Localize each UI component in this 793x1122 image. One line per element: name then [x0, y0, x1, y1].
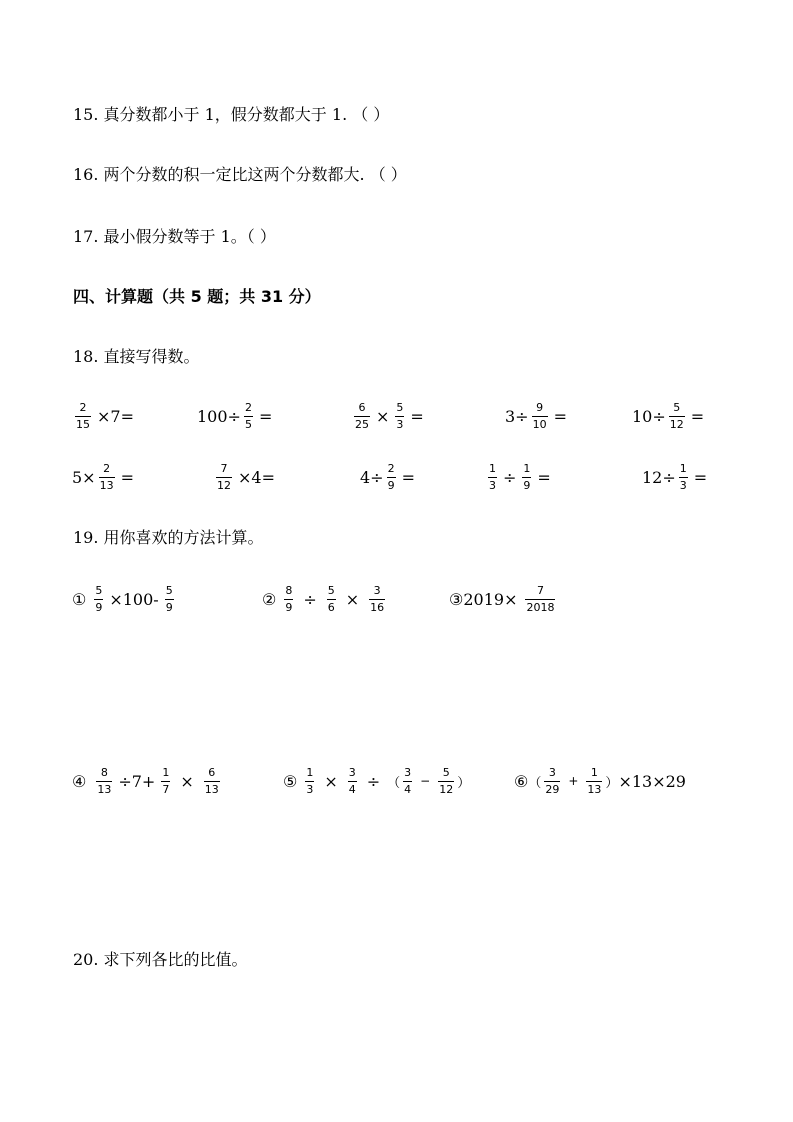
- fraction: $\frac{7}{2018}$: [526, 583, 555, 614]
- fraction: $\frac{1}{9}$: [523, 461, 531, 492]
- fraction: $\frac{1}{3}$: [306, 765, 314, 796]
- circled-number: ⑥: [514, 771, 529, 791]
- right-paren: ）: [605, 775, 619, 791]
- expr-text: ×100-: [109, 589, 159, 609]
- fraction: $\frac{2}{9}$: [387, 461, 395, 492]
- expr-text: ×4=: [238, 467, 275, 487]
- expr-text: −: [420, 774, 431, 788]
- q19-item-1: [72, 579, 177, 619]
- q18-item-a4: [505, 396, 570, 436]
- fraction: $\frac{5}{3}$: [396, 400, 404, 431]
- expr-text: 3÷: [505, 406, 529, 426]
- q18-item-a3: [351, 396, 427, 436]
- fraction: $\frac{2}{13}$: [99, 461, 114, 492]
- fraction: $\frac{5}{6}$: [327, 583, 335, 614]
- fraction: $\frac{6}{13}$: [204, 765, 219, 796]
- fraction: $\frac{5}{12}$: [439, 765, 454, 796]
- expr-text: 2019×: [463, 589, 518, 609]
- fraction: $\frac{8}{13}$: [97, 765, 112, 796]
- expr-text: ×: [324, 771, 338, 791]
- expr-text: ×: [376, 406, 390, 426]
- expr-text: 100÷: [197, 406, 241, 426]
- expr-text: 5×: [72, 467, 96, 487]
- expr-text: =: [553, 406, 567, 426]
- fraction: $\frac{1}{13}$: [587, 765, 602, 796]
- expr-text: ÷: [303, 589, 317, 609]
- q18-item-b2: [213, 457, 278, 497]
- expr-text: =: [537, 467, 551, 487]
- fraction: $\frac{2}{15}$: [76, 400, 90, 431]
- q18-item-a1: [72, 396, 137, 436]
- expr-text: =: [410, 406, 424, 426]
- right-paren: ）: [457, 775, 471, 791]
- expr-text: =: [693, 467, 708, 487]
- fraction: $\frac{8}{9}$: [285, 583, 293, 614]
- expr-text: ×13×29: [618, 771, 686, 791]
- fraction: $\frac{2}{5}$: [244, 400, 252, 431]
- fraction: $\frac{1}{3}$: [679, 461, 687, 492]
- expr-text: ÷7+: [118, 771, 156, 791]
- expr-text: 10÷: [632, 406, 666, 426]
- left-paren: （: [528, 775, 542, 791]
- fraction: $\frac{3}{29}$: [545, 765, 560, 796]
- left-paren: （: [387, 775, 401, 791]
- expr-text: ÷: [366, 771, 381, 791]
- question-16: 16. 两个分数的积一定比这两个分数都大. （ ）: [73, 165, 407, 184]
- q19-item-2: [262, 579, 388, 619]
- question-18: 18. 直接写得数。: [73, 347, 200, 366]
- question-20: 20. 求下列各比的比值。: [73, 950, 248, 969]
- fraction: $\frac{3}{16}$: [370, 583, 385, 614]
- q19-item-3: [449, 579, 558, 619]
- q18-item-b5: [642, 457, 710, 497]
- fraction: $\frac{3}{4}$: [404, 765, 412, 796]
- q18-item-a5: [632, 396, 707, 436]
- fraction: $\frac{6}{25}$: [355, 400, 369, 431]
- fraction: $\frac{1}{3}$: [489, 461, 496, 492]
- q19-item-4: [72, 761, 223, 801]
- q18-item-b4: [485, 457, 554, 497]
- circled-number: ③: [449, 589, 464, 609]
- fraction: $\frac{5}{9}$: [95, 583, 103, 614]
- expr-text: ×: [345, 589, 360, 609]
- q18-item-a2: [197, 396, 275, 436]
- circled-number: ②: [262, 589, 277, 609]
- q18-item-b3: [360, 457, 418, 497]
- expr-text: 12÷: [642, 467, 676, 487]
- question-17: 17. 最小假分数等于 1。（ ）: [73, 227, 276, 246]
- expr-text: 4÷: [360, 467, 384, 487]
- section-4-heading: 四、计算题（共 5 题；共 31 分）: [73, 287, 321, 306]
- fraction: $\frac{5}{12}$: [669, 400, 684, 431]
- expr-text: ×: [180, 771, 194, 791]
- fraction: $\frac{3}{4}$: [348, 765, 356, 796]
- circled-number: ①: [72, 589, 87, 609]
- circled-number: ④: [72, 771, 87, 791]
- question-19: 19. 用你喜欢的方法计算。: [73, 528, 264, 547]
- fraction: $\frac{5}{9}$: [165, 583, 173, 614]
- expr-text: ÷: [503, 467, 517, 487]
- q19-item-6: [514, 761, 686, 801]
- fraction: $\frac{1}{7}$: [162, 765, 170, 796]
- fraction: $\frac{9}{10}$: [532, 400, 547, 431]
- expr-text: =: [690, 406, 705, 426]
- q19-item-5: [283, 761, 470, 801]
- expr-text: ×7=: [97, 406, 134, 426]
- expr-text: =: [401, 467, 415, 487]
- q18-item-b1: [72, 457, 137, 497]
- fraction: $\frac{7}{12}$: [217, 461, 231, 492]
- circled-number: ⑤: [283, 771, 298, 791]
- expr-text: =: [258, 406, 273, 426]
- question-15: 15. 真分数都小于 1，假分数都大于 1. （ ）: [73, 105, 390, 124]
- expr-text: =: [120, 467, 134, 487]
- expr-text: +: [568, 774, 579, 788]
